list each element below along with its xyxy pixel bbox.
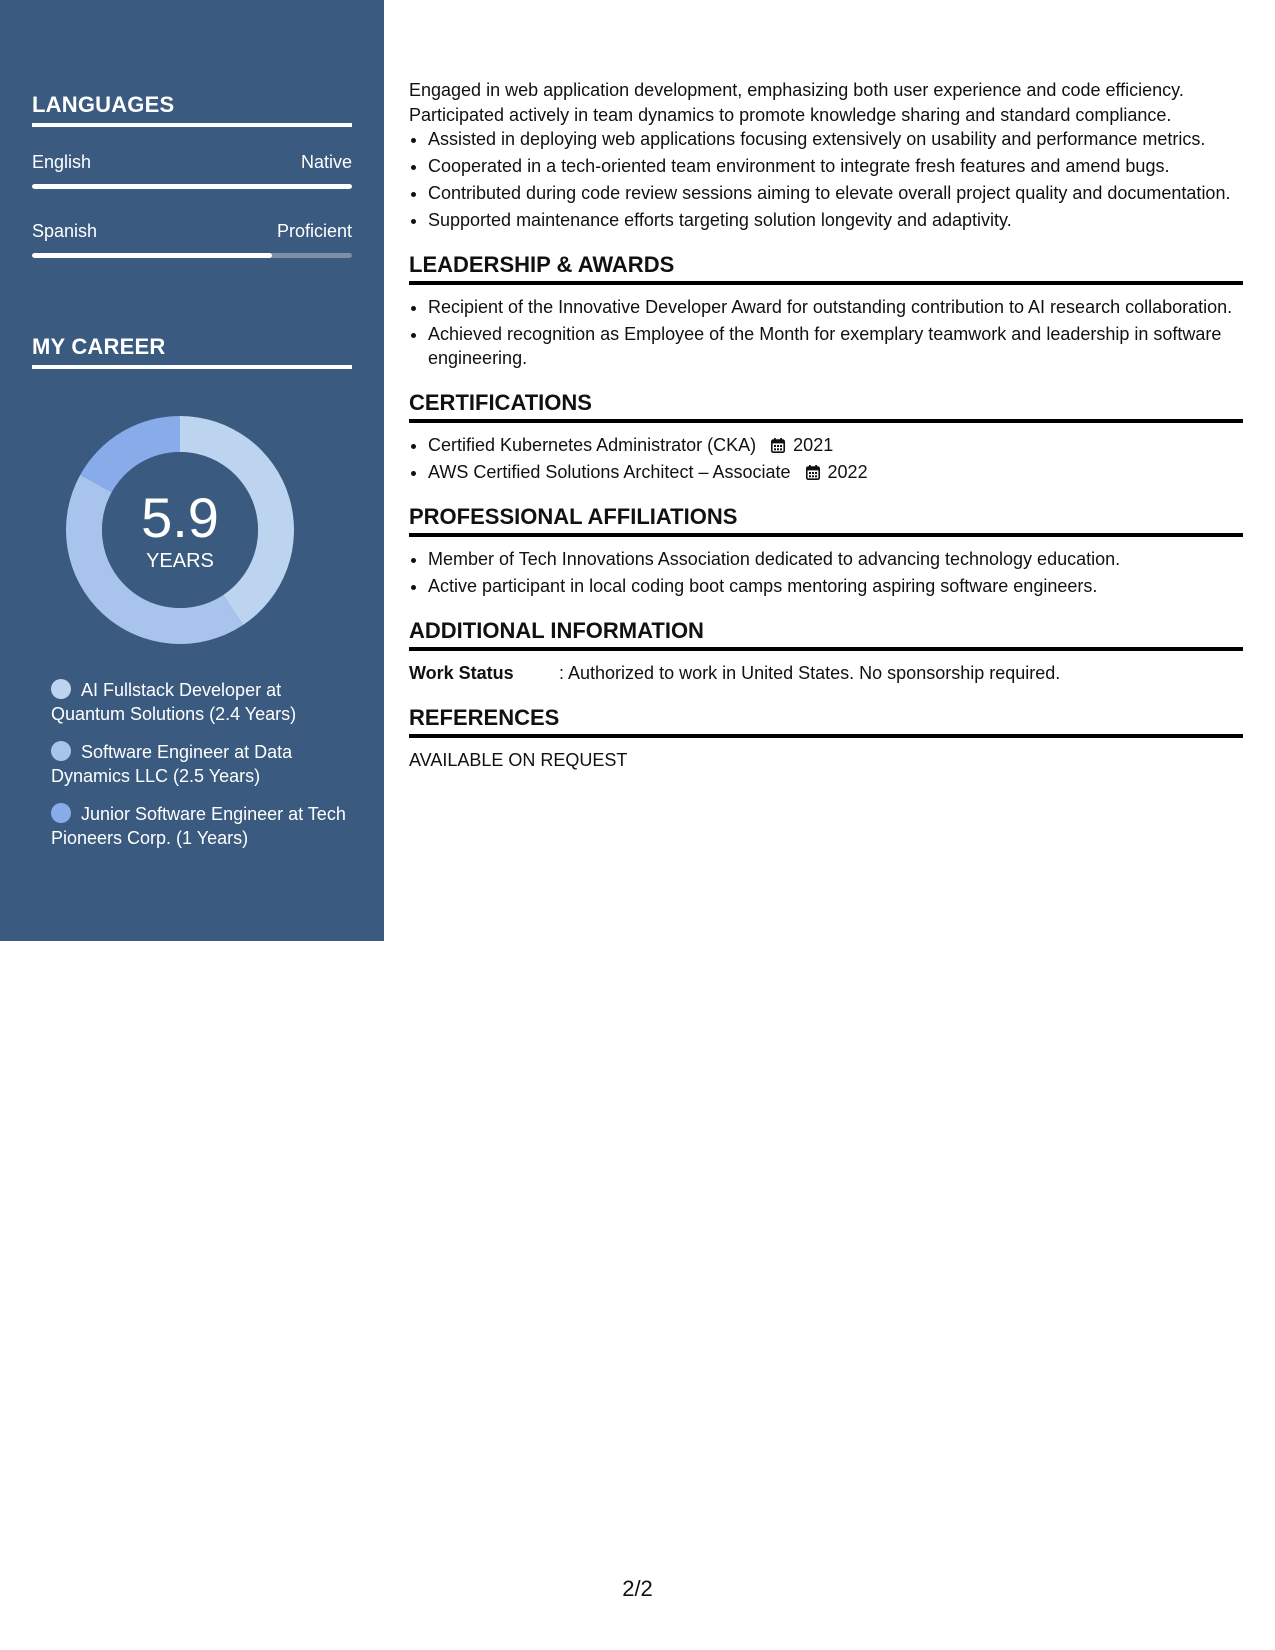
list-item: • Supported maintenance efforts targeting solution longevity and adaptivity. xyxy=(428,208,1243,232)
certification-name: Certified Kubernetes Administrator (CKA) xyxy=(428,435,757,455)
list-item: • Contributed during code review sessions aiming to elevate overall project quality and documentation. xyxy=(428,181,1243,205)
affiliations-title: PROFESSIONAL AFFILIATIONS xyxy=(409,504,1243,537)
career-total-years: 5.9 xyxy=(141,486,219,549)
language-bar-fill xyxy=(32,184,352,189)
language-row-spanish xyxy=(32,221,352,242)
references-title: REFERENCES xyxy=(409,705,1243,738)
experience-section xyxy=(409,78,1243,232)
language-bar-fill xyxy=(32,253,272,258)
calendar-icon xyxy=(806,465,820,480)
work-status-row xyxy=(409,661,1243,685)
career-years-unit: YEARS xyxy=(146,550,214,572)
affiliations-list xyxy=(409,547,1243,598)
language-level: Proficient xyxy=(276,221,352,241)
list-item: • Achieved recognition as Employee of the Month for exemplary teamwork and leadership in software engineering. xyxy=(428,322,1243,370)
career-legend-item: Junior Software Engineer at Tech Pioneers Corp. (1 Years) xyxy=(51,804,346,848)
certifications-title: CERTIFICATIONS xyxy=(409,390,1243,423)
list-item: • Assisted in deploying web applications focusing extensively on usability and performance metrics. xyxy=(428,127,1243,151)
sidebar xyxy=(0,0,384,941)
work-status-label: Work Status xyxy=(409,663,514,683)
certification-year: 2022 xyxy=(827,462,868,482)
career-legend xyxy=(51,678,351,864)
language-level: Native xyxy=(300,152,352,172)
work-status-value: : Authorized to work in United States. No sponsorship required. xyxy=(559,663,1061,683)
language-bar-spanish xyxy=(32,253,352,258)
main-content xyxy=(409,78,1243,772)
list-item: • Cooperated in a tech-oriented team environment to integrate fresh features and amend bugs. xyxy=(428,154,1243,178)
career-legend-item: AI Fullstack Developer at Quantum Solutions (2.4 Years) xyxy=(51,680,297,724)
certification-name: AWS Certified Solutions Architect – Associate xyxy=(428,462,791,482)
certification-item xyxy=(428,433,1243,457)
experience-intro: Participated actively in team dynamics to promote knowledge sharing and standard compliance. xyxy=(409,104,1172,125)
experience-intro: Engaged in web application development, emphasizing both user experience and code efficiency. xyxy=(409,80,1184,100)
list-item: • Active participant in local coding boot camps mentoring aspiring software engineers. xyxy=(428,574,1243,598)
additional-info-title: ADDITIONAL INFORMATION xyxy=(409,618,1243,651)
language-row-english xyxy=(32,152,352,173)
calendar-icon xyxy=(771,438,785,453)
career-heading: MY CAREER xyxy=(32,334,352,369)
languages-heading: LANGUAGES xyxy=(32,92,352,127)
references-text: AVAILABLE ON REQUEST xyxy=(409,750,628,770)
leadership-list xyxy=(409,295,1243,370)
language-name: English xyxy=(32,152,92,172)
legend-dot-icon xyxy=(51,741,71,761)
legend-dot-icon xyxy=(51,803,71,823)
certification-item xyxy=(428,460,1243,484)
language-name: Spanish xyxy=(32,221,98,241)
experience-bullets xyxy=(409,127,1243,232)
leadership-title: LEADERSHIP & AWARDS xyxy=(409,252,1243,285)
certification-year: 2021 xyxy=(793,435,834,455)
list-item: • Recipient of the Innovative Developer Award for outstanding contribution to AI research collaboration. xyxy=(428,295,1243,319)
list-item: • Member of Tech Innovations Association dedicated to advancing technology education. xyxy=(428,547,1243,571)
language-bar-english xyxy=(32,184,352,189)
page-number: 2/2 xyxy=(622,1576,653,1601)
career-legend-item: Software Engineer at Data Dynamics LLC (2.5 Years) xyxy=(51,742,293,786)
legend-dot-icon xyxy=(51,679,71,699)
certifications-list xyxy=(409,433,1243,484)
